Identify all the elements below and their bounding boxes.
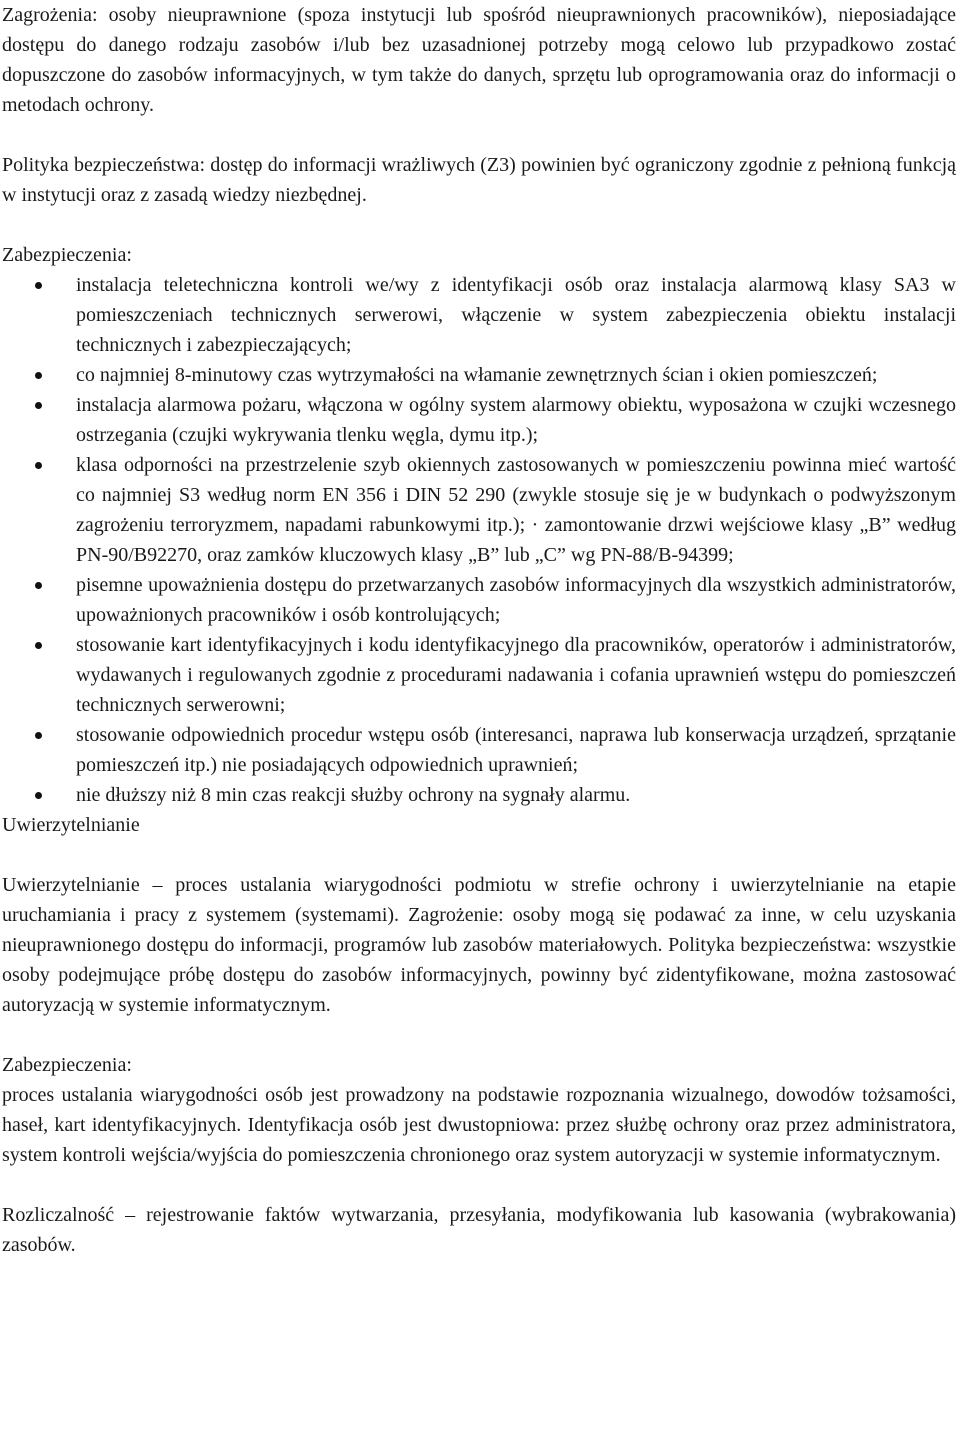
safeguards-heading: Zabezpieczenia: — [2, 244, 132, 266]
list-item-text: stosowanie odpowiednich procedur wstępu osób (interesanci, naprawa lub konserwacja urządzeń, sprzątanie pomieszczeń itp.) nie posiadających odpowiednich uprawnień; — [76, 724, 956, 776]
bullet-icon — [35, 582, 42, 589]
list-item-text: co najmniej 8-minutowy czas wytrzymałości na włamanie zewnętrznych ścian i okien pomieszczeń; — [76, 364, 878, 386]
paragraph-spacer — [2, 120, 956, 150]
paragraph-spacer — [2, 1020, 956, 1050]
list-item — [2, 570, 956, 630]
identification-paragraph: proces ustalania wiarygodności osób jest prowadzony na podstawie rozpoznania wizualnego, dowodów tożsamości, haseł, kart identyfikacyjnych. Identyfikacja osób jest dwustopniowa: przez służbę ochrony oraz przez administratora, system kontroli wejścia/wyjścia do pomieszczenia chronionego oraz system autoryzacji w systemie informatycznym. — [2, 1084, 956, 1166]
list-item — [2, 780, 956, 810]
threats-paragraph: Zagrożenia: osoby nieuprawnione (spoza instytucji lub spośród nieuprawnionych pracowników), nieposiadające dostępu do danego rodzaju zasobów i/lub bez uzasadnionej potrzeby mogą celowo lub przypadkowo zostać dopuszczone do zasobów informacyjnych, w tym także do danych, sprzętu lub oprogramowania oraz do informacji o metodach ochrony. — [2, 4, 956, 116]
bullet-icon — [35, 642, 42, 649]
list-item — [2, 360, 956, 390]
list-item — [2, 270, 956, 360]
bullet-icon — [35, 462, 42, 469]
list-item — [2, 390, 956, 450]
paragraph-spacer — [2, 840, 956, 870]
bullet-icon — [35, 402, 42, 409]
accountability-paragraph: Rozliczalność – rejestrowanie faktów wytwarzania, przesyłania, modyfikowania lub kasowania (wybrakowania) zasobów. — [2, 1204, 956, 1256]
bullet-icon — [35, 372, 42, 379]
list-item-text: instalacja alarmowa pożaru, włączona w ogólny system alarmowy obiektu, wyposażona w czujki wczesnego ostrzegania (czujki wykrywania tlenku węgla, dymu itp.); — [76, 394, 956, 446]
list-item-text: klasa odporności na przestrzelenie szyb okiennych zastosowanych w pomieszczeniu powinna mieć wartość co najmniej S3 według norm EN 356 i DIN 52 290 (zwykle stosuje się je w budynkach o podwyższonym zagrożeniu terroryzmem, napadami rabunkowymi itp.); · zamontowanie drzwi wejściowe klasy „B” według PN-90/B92270, oraz zamków kluczowych klasy „B” lub „C” wg PN-88/B-94399; — [76, 454, 956, 566]
list-item-text: nie dłuższy niż 8 min czas reakcji służby ochrony na sygnały alarmu. — [76, 784, 631, 806]
safeguards-list — [2, 270, 956, 810]
authentication-paragraph: Uwierzytelnianie – proces ustalania wiarygodności podmiotu w strefie ochrony i uwierzytelnianie na etapie uruchamiania i pracy z systemem (systemami). Zagrożenie: osoby mogą się podawać za inne, w celu uzyskania nieuprawnionego dostępu do informacji, programów lub zasobów materiałowych. Polityka bezpieczeństwa: wszystkie osoby podejmujące próbę dostępu do zasobów informacyjnych, powinny być zidentyfikowane, można zastosować autoryzacją w systemie informatycznym. — [2, 874, 956, 1016]
paragraph-spacer — [2, 210, 956, 240]
list-item-text: instalacja teletechniczna kontroli we/wy z identyfikacji osób oraz instalacja alarmową klasy SA3 w pomieszczeniach technicznych serwerowi, włączenie w system zabezpieczenia obiektu instalacji technicznych i zabezpieczających; — [76, 274, 956, 356]
paragraph-spacer — [2, 1170, 956, 1200]
list-item-text: pisemne upoważnienia dostępu do przetwarzanych zasobów informacyjnych dla wszystkich administratorów, upoważnionych pracowników i osób kontrolujących; — [76, 574, 956, 626]
list-item-text: stosowanie kart identyfikacyjnych i kodu identyfikacyjnego dla pracowników, operatorów i administratorów, wydawanych i regulowanych zgodnie z procedurami nadawania i cofania uprawnień wstępu do pomieszczeń technicznych serwerowni; — [76, 634, 956, 716]
list-item — [2, 720, 956, 780]
safeguards-heading: Zabezpieczenia: — [2, 1054, 132, 1076]
list-item — [2, 450, 956, 570]
security-policy-paragraph: Polityka bezpieczeństwa: dostęp do informacji wrażliwych (Z3) powinien być ograniczony zgodnie z pełnioną funkcją w instytucji oraz z zasadą wiedzy niezbędnej. — [2, 154, 956, 206]
bullet-icon — [35, 282, 42, 289]
bullet-icon — [35, 792, 42, 799]
list-item — [2, 630, 956, 720]
section-heading-authentication: Uwierzytelnianie — [2, 814, 140, 836]
bullet-icon — [35, 732, 42, 739]
